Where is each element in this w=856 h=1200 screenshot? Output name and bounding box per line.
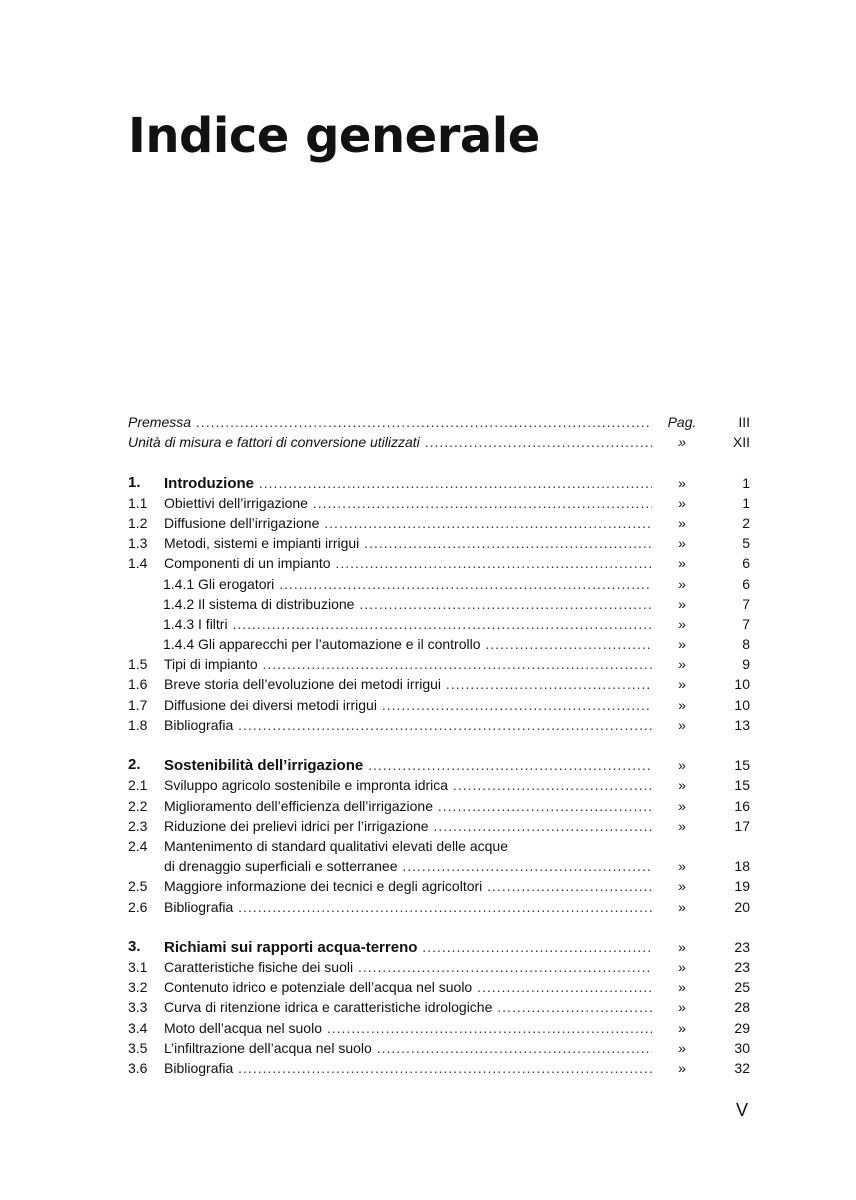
toc-page-marker: » <box>678 535 686 552</box>
toc-row[interactable] <box>128 897 750 917</box>
toc-row[interactable] <box>128 594 750 614</box>
toc-page-number: 13 <box>734 716 750 733</box>
toc-page-number: 29 <box>734 1019 750 1036</box>
toc-number: 2. <box>128 756 141 774</box>
toc-row[interactable] <box>128 1018 750 1038</box>
toc-page-marker: » <box>678 1039 686 1056</box>
toc-row[interactable] <box>128 695 750 715</box>
toc-page-marker: » <box>678 959 686 976</box>
toc-page-number: 28 <box>734 999 750 1016</box>
toc-row[interactable] <box>128 493 750 513</box>
toc-page-number: 6 <box>742 575 750 592</box>
toc-page-marker: » <box>678 434 686 451</box>
toc-entry-title: 1.4.4 Gli apparecchi per l’automazione e il controllo <box>163 636 481 653</box>
toc-page-marker: » <box>678 938 686 955</box>
toc-number: 3.6 <box>128 1060 148 1076</box>
toc-row[interactable] <box>128 674 750 694</box>
toc-entry-title: Diffusione dei diversi metodi irrigui <box>164 696 377 713</box>
toc-page-marker: » <box>678 514 686 531</box>
toc-page-marker: » <box>678 1060 686 1076</box>
toc-entry-title: 1.4.3 I filtri <box>163 615 228 632</box>
toc-page-number: 9 <box>742 656 750 673</box>
toc-page-number: 2 <box>742 514 750 531</box>
toc-entry-title: Tipi di impianto <box>164 656 258 673</box>
toc-row[interactable] <box>128 513 750 533</box>
toc-entry-title: Diffusione dell’irrigazione <box>164 514 320 531</box>
toc-entry-title: L’infiltrazione dell’acqua nel suolo <box>164 1039 372 1056</box>
toc-entry-title: Bibliografia <box>164 1060 234 1076</box>
toc-row[interactable] <box>128 634 750 654</box>
table-of-contents <box>128 412 750 1078</box>
toc-row[interactable] <box>128 1058 750 1078</box>
toc-entry-title: Premessa <box>128 414 192 430</box>
toc-entry-title: Miglioramento dell’efficienza dell’irrigazione <box>164 797 433 814</box>
toc-entry-title: Riduzione dei prelievi idrici per l’irrigazione <box>164 817 429 834</box>
toc-entry-title: Componenti di un impianto <box>164 555 331 572</box>
toc-row[interactable] <box>128 796 750 816</box>
toc-page-number: 10 <box>734 696 750 713</box>
toc-page-number: 16 <box>734 797 750 814</box>
toc-number: 3. <box>128 937 141 955</box>
toc-number: 3.5 <box>128 1039 148 1056</box>
toc-row[interactable] <box>128 816 750 836</box>
toc-row[interactable] <box>128 856 750 876</box>
toc-page-marker: » <box>678 716 686 733</box>
toc-entry-title: Breve storia dell’evoluzione dei metodi irrigui <box>164 676 442 693</box>
toc-page-marker: » <box>678 636 686 653</box>
toc-number: 3.1 <box>128 959 148 976</box>
toc-row[interactable] <box>128 775 750 795</box>
toc-page-marker: » <box>678 858 686 875</box>
toc-number: 1.7 <box>128 696 148 713</box>
toc-number: 2.4 <box>128 837 148 854</box>
toc-page-number: 23 <box>734 938 750 955</box>
toc-page-number: 20 <box>734 898 750 915</box>
toc-page-number: 25 <box>734 979 750 996</box>
toc-page-number: 17 <box>734 817 750 834</box>
toc-number: 1.2 <box>128 514 148 531</box>
toc-row[interactable] <box>128 432 750 452</box>
toc-page-marker: Pag. <box>667 414 697 430</box>
toc-page-marker: » <box>678 656 686 673</box>
toc-number: 1.5 <box>128 656 148 673</box>
toc-page-number: 1 <box>742 494 750 511</box>
toc-entry-title: Maggiore informazione dei tecnici e degli agricoltori <box>164 878 483 895</box>
toc-page-marker: » <box>678 878 686 895</box>
toc-page-number: 6 <box>742 555 750 572</box>
toc-row[interactable] <box>128 977 750 997</box>
toc-page-marker: » <box>678 575 686 592</box>
toc-row[interactable] <box>128 876 750 896</box>
toc-page-number: XII <box>732 434 750 451</box>
toc-page-number: 7 <box>742 615 750 632</box>
toc-page-number: 15 <box>734 777 750 794</box>
toc-row[interactable] <box>128 957 750 977</box>
toc-page-marker: » <box>678 494 686 511</box>
toc-page-marker: » <box>678 757 686 774</box>
toc-entry-title: Mantenimento di standard qualitativi elevati delle acque <box>164 837 508 854</box>
toc-row[interactable] <box>128 997 750 1017</box>
toc-number: 1.4 <box>128 555 148 572</box>
toc-page-marker: » <box>678 676 686 693</box>
toc-row[interactable] <box>128 836 750 856</box>
toc-page-number: 8 <box>742 636 750 653</box>
toc-entry-title: Richiami sui rapporti acqua-terreno <box>164 938 418 956</box>
toc-page-number: 18 <box>734 858 750 875</box>
toc-entry-title: Sviluppo agricolo sostenibile e impronta idrica <box>164 777 449 794</box>
toc-entry-title: Curva di ritenzione idrica e caratteristiche idrologiche <box>164 999 493 1016</box>
toc-page-number: III <box>738 414 750 430</box>
page-title: Indice generale <box>128 108 540 164</box>
toc-page-number: 5 <box>742 535 750 552</box>
toc-entry-title: Obiettivi dell’irrigazione <box>164 494 308 511</box>
toc-number: 3.4 <box>128 1019 148 1036</box>
toc-page-number: 7 <box>742 595 750 612</box>
toc-entry-title: Contenuto idrico e potenziale dell’acqua nel suolo <box>164 979 473 996</box>
toc-page-number: 30 <box>734 1039 750 1056</box>
toc-row[interactable] <box>128 654 750 674</box>
toc-number: 1.6 <box>128 676 148 693</box>
toc-page-number: 19 <box>734 878 750 895</box>
toc-chapter-row[interactable] <box>128 937 750 957</box>
toc-page-number: 15 <box>734 757 750 774</box>
toc-page-marker: » <box>678 615 686 632</box>
toc-row[interactable] <box>128 715 750 735</box>
toc-page-marker: » <box>678 555 686 572</box>
toc-chapter-row[interactable] <box>128 755 750 775</box>
toc-page-number: 1 <box>742 474 750 491</box>
toc-entry-title: 1.4.2 Il sistema di distribuzione <box>163 595 355 612</box>
toc-page-marker: » <box>678 777 686 794</box>
toc-entry-title: Moto dell’acqua nel suolo <box>164 1019 322 1036</box>
toc-chapter-row[interactable] <box>128 473 750 493</box>
toc-row[interactable] <box>128 614 750 634</box>
toc-page-number: 32 <box>734 1060 750 1076</box>
toc-row[interactable] <box>128 1038 750 1058</box>
toc-number: 3.3 <box>128 999 148 1016</box>
toc-number: 1. <box>128 473 141 491</box>
toc-row[interactable] <box>128 412 750 432</box>
toc-row[interactable] <box>128 553 750 573</box>
toc-entry-title: 1.4.1 Gli erogatori <box>163 575 275 592</box>
toc-page-marker: » <box>678 595 686 612</box>
toc-number: 2.1 <box>128 777 148 794</box>
toc-entry-title: Sostenibilità dell’irrigazione <box>164 757 364 775</box>
toc-entry-title: Unità di misura e fattori di conversione utilizzati <box>128 434 420 451</box>
toc-entry-title: Introduzione <box>164 474 254 492</box>
toc-page-marker: » <box>678 898 686 915</box>
toc-entry-title: Metodi, sistemi e impianti irrigui <box>164 535 360 552</box>
toc-entry-title: Caratteristiche fisiche dei suoli <box>164 959 354 976</box>
toc-number: 1.8 <box>128 716 148 733</box>
toc-page-number: 23 <box>734 959 750 976</box>
toc-page-marker: » <box>678 1019 686 1036</box>
toc-row[interactable] <box>128 574 750 594</box>
toc-page-marker: » <box>678 979 686 996</box>
toc-page-marker: » <box>678 474 686 491</box>
toc-number: 2.5 <box>128 878 148 895</box>
toc-number: 2.3 <box>128 817 148 834</box>
toc-number: 1.3 <box>128 535 148 552</box>
toc-page-marker: » <box>678 817 686 834</box>
toc-page-marker: » <box>678 797 686 814</box>
toc-page-marker: » <box>678 999 686 1016</box>
toc-page-marker: » <box>678 696 686 713</box>
page-folio: V <box>735 1100 748 1120</box>
toc-number: 2.6 <box>128 898 148 915</box>
toc-page-number: 10 <box>734 676 750 693</box>
toc-entry-title: Bibliografia <box>164 898 234 915</box>
toc-number: 2.2 <box>128 797 148 814</box>
toc-entry-title: di drenaggio superficiali e sotterranee <box>164 858 398 875</box>
toc-number: 1.1 <box>128 494 148 511</box>
toc-number: 3.2 <box>128 979 148 996</box>
toc-row[interactable] <box>128 533 750 553</box>
toc-entry-title: Bibliografia <box>164 716 234 733</box>
